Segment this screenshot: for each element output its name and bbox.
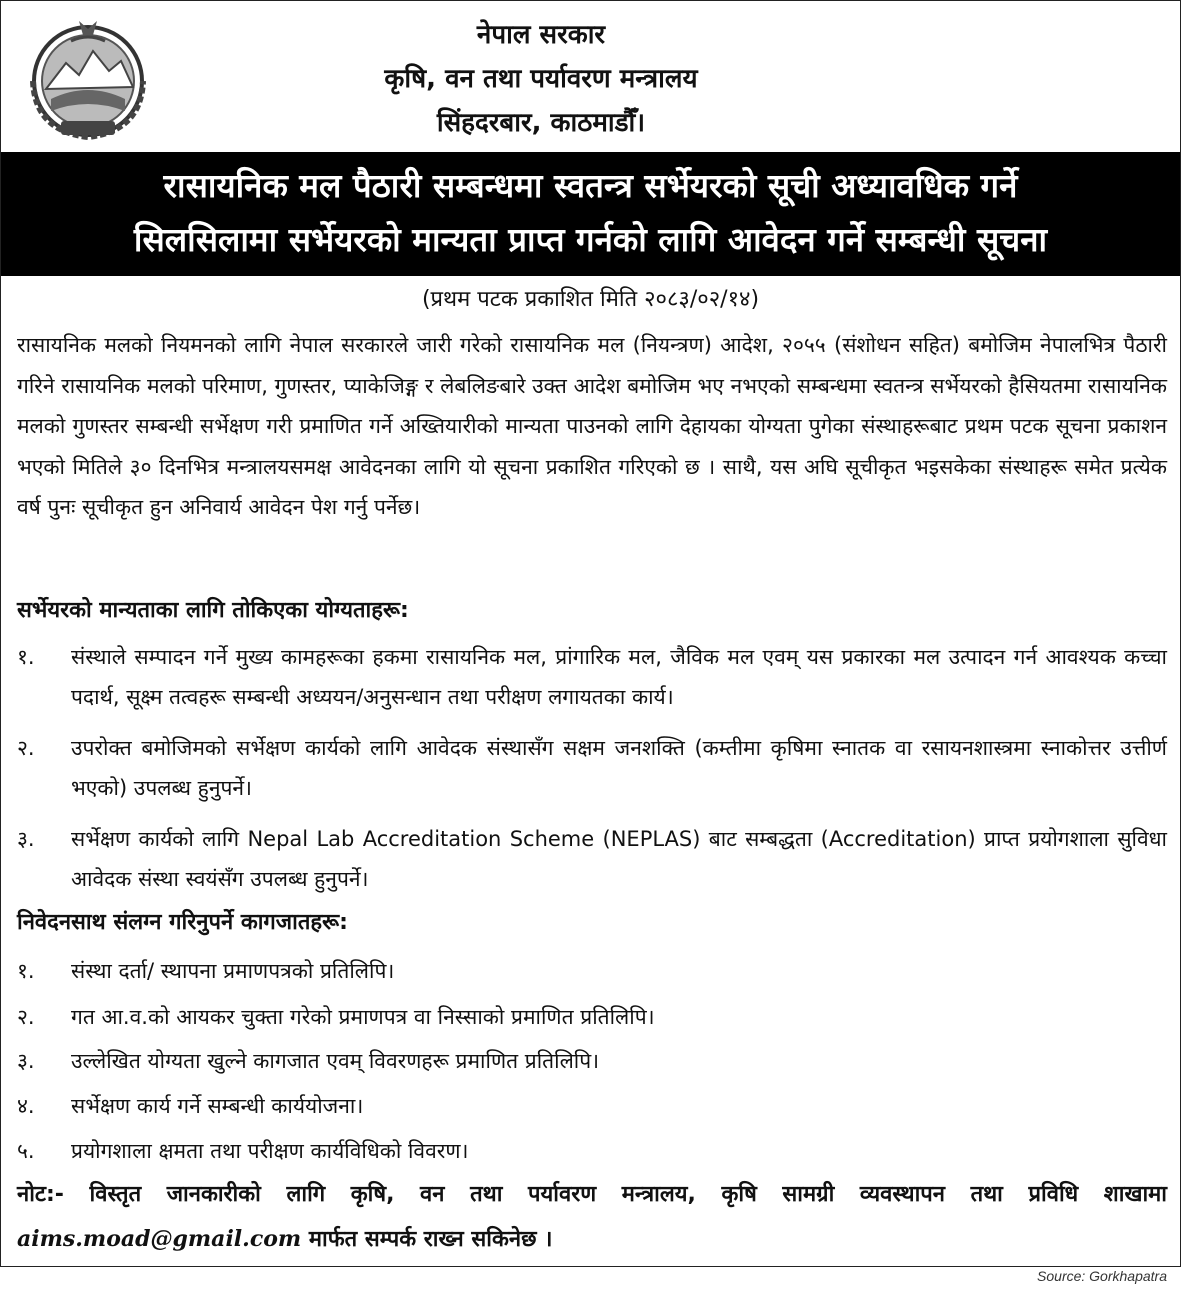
item-text: गत आ.व.को आयकर चुक्ता गरेको प्रमाणपत्र वा निस्साको प्रमाणित प्रतिलिपि। [71, 1005, 655, 1029]
title-line-1: रासायनिक मल पैठारी सम्बन्धमा स्वतन्त्र सर्भेयरको सूची अध्यावधिक गर्ने [163, 166, 1018, 205]
item-text: प्रयोगशाला क्षमता तथा परीक्षण कार्यविधिको विवरण। [71, 1139, 469, 1163]
documents-heading: निवेदनसाथ संलग्न गरिनुपर्ने कागजातहरू: [17, 910, 348, 935]
note-prefix: नोट:- विस्तृत जानकारीको लागि कृषि, वन तथा पर्यावरण मन्त्रालय, कृषि सामग्री व्यवस्थापन तथा प्रविधि शाखामा [17, 1182, 1167, 1207]
publication-date: (प्रथम पटक प्रकाशित मिति २०८३/०२/१४) [421, 287, 760, 312]
header-ministry: कृषि, वन तथा पर्यावरण मन्त्रालय [384, 64, 698, 94]
header-address: सिंहदरबार, काठमाडौँ। [436, 108, 646, 138]
title-line-2: सिलसिलामा सर्भेयरको मान्यता प्राप्त गर्नको लागि आवेदन गर्ने सम्बन्धी सूचना [133, 220, 1048, 259]
contact-email-link[interactable]: aims.moad@gmail.com [17, 1226, 302, 1252]
item-text: संस्था दर्ता/ स्थापना प्रमाणपत्रको प्रतिलिपि। [71, 959, 395, 983]
item-number: १. [17, 645, 35, 669]
item-text: संस्थाले सम्पादन गर्ने मुख्य कामहरूका हकमा रासायनिक मल, प्रांगारिक मल, जैविक मल एवम् यस प्रकारका मल उत्पादन गर्न आवश्यक कच्चा पदार्थ, सूक्ष्म तत्वहरू सम्बन्धी अध्ययन/अनुसन्धान तथा परीक्षण लगायतका कार्य। [71, 645, 1167, 709]
header-government: नेपाल सरकार [476, 20, 606, 50]
body-paragraph: रासायनिक मलको नियमनको लागि नेपाल सरकारले जारी गरेको रासायनिक मल (नियन्त्रण) आदेश, २०५५ (संशोधन सहित) बमोजिम नेपालभित्र पैठारी गरिने रासायनिक मलको परिमाण, गुणस्तर, प्याकेजिङ्ग र लेबलिङबारे उक्त आदेश बमोजिम भए नभएको सम्बन्धमा स्वतन्त्र सर्भेयरको हैसियतमा रासायनिक मलको गुणस्तर सम्बन्धी सर्भेक्षण गरी प्रमाणित गर्ने अख्तियारीको मान्यता पाउनको लागि देहायका योग्यता पुगेका संस्थाहरूबाट प्रथम पटक सूचना प्रकाशन भएको मितिले ३० दिनभित्र मन्त्रालयसमक्ष आवेदनका लागि यो सूचना प्रकाशित गरिएको छ । साथै, यस अघि सूचीकृत भइसकेका संस्थाहरू समेत प्रत्येक वर्ष पुनः सूचीकृत हुन अनिवार्य आवेदन पेश गर्नु पर्नेछ। [17, 333, 1167, 519]
item-text: उल्लेखित योग्यता खुल्ने कागजात एवम् विवरणहरू प्रमाणित प्रतिलिपि। [71, 1049, 600, 1073]
item-number: २. [17, 1005, 35, 1029]
item-number: ५. [17, 1139, 35, 1163]
item-number: ४. [17, 1094, 35, 1118]
item-text: सर्भेक्षण कार्य गर्ने सम्बन्धी कार्ययोजना। [71, 1094, 364, 1118]
qualifications-heading: सर्भेयरको मान्यताका लागि तोकिएका योग्यताहरू: [17, 598, 409, 623]
item-number: १. [17, 959, 35, 983]
item-number: ३. [17, 827, 35, 851]
note-suffix: मार्फत सम्पर्क राख्न सकिनेछ । [308, 1227, 553, 1252]
item-number: २. [17, 736, 35, 760]
source-credit: Source: Gorkhapatra [1037, 1268, 1167, 1284]
item-text: उपरोक्त बमोजिमको सर्भेक्षण कार्यको लागि आवेदक संस्थासँग सक्षम जनशक्ति (कम्तीमा कृषिमा स्नातक वा रसायनशास्त्रमा स्नाकोत्तर उत्तीर्ण भएको) उपलब्ध हुनुपर्ने। [71, 736, 1167, 800]
contact-note [17, 1173, 1167, 1262]
title-banner [1, 152, 1180, 276]
item-text: सर्भेक्षण कार्यको लागि Nepal Lab Accreditation Scheme (NEPLAS) बाट सम्बद्धता (Accreditation) प्राप्त प्रयोगशाला सुविधा आवेदक संस्था स्वयंसँग उपलब्ध हुनुपर्ने। [71, 827, 1167, 891]
item-number: ३. [17, 1049, 35, 1073]
notice-header [1, 1, 1180, 151]
nepal-emblem-icon [21, 11, 155, 145]
